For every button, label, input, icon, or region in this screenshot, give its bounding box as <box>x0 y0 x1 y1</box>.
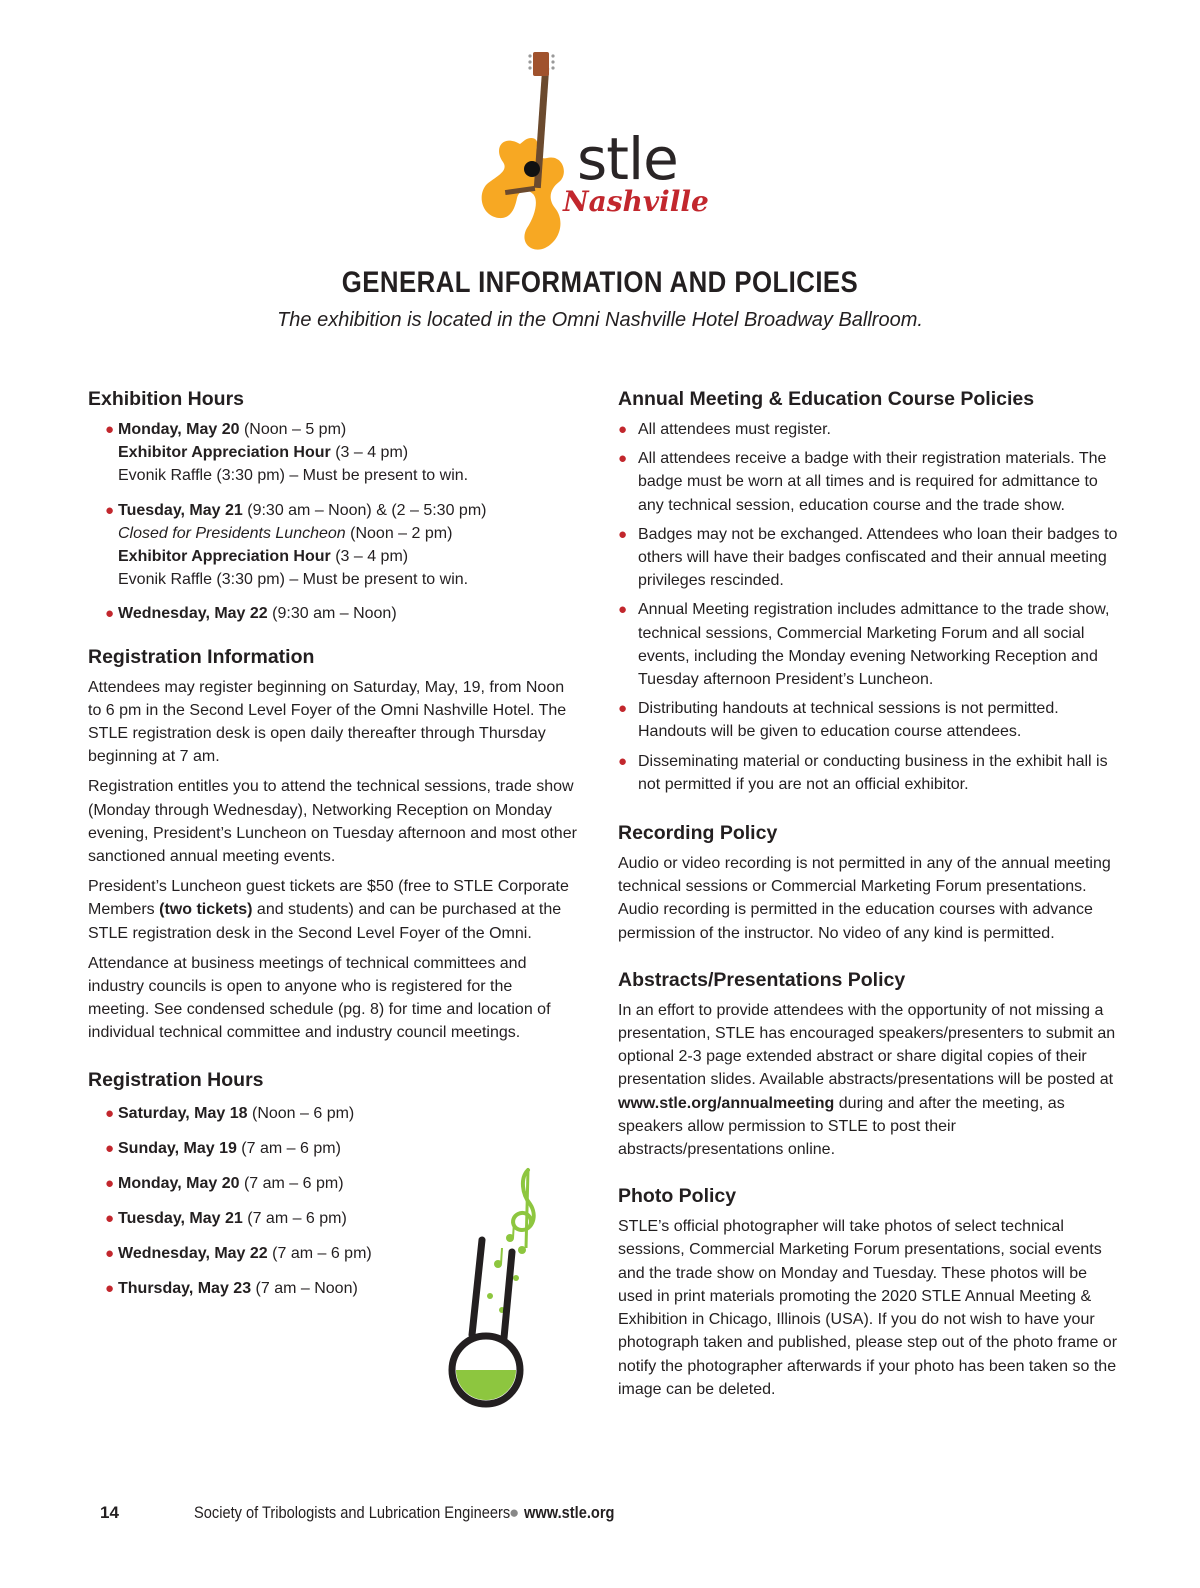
footer-org: Society of Tribologists and Lubrication Engineers <box>194 1503 511 1522</box>
list-item <box>105 418 578 488</box>
bullet-icon: ● <box>618 752 628 770</box>
schedule-line <box>118 522 578 545</box>
list-item <box>618 750 1118 796</box>
list-item <box>105 1102 578 1125</box>
photo-policy-section <box>618 1185 1118 1401</box>
bullet-icon: ● <box>105 421 115 438</box>
bullet-icon: ● <box>618 450 628 468</box>
page-title: GENERAL INFORMATION AND POLICIES <box>341 266 859 299</box>
bullet-icon: ● <box>618 421 628 438</box>
schedule-time: (3 – 4 pm) <box>330 548 409 566</box>
photo-policy-heading: Photo Policy <box>618 1185 737 1208</box>
schedule-time: (9:30 am – Noon) <box>267 605 397 623</box>
schedule-time: (7 am – 6 pm) <box>242 1209 347 1227</box>
exhibition-hours-list <box>88 418 578 626</box>
bullet-icon: ● <box>105 501 115 519</box>
abstracts-policy-heading: Abstracts/Presentations Policy <box>618 968 906 991</box>
registration-info-p2: Registration entitles you to attend the technical sessions, trade show (Monday through Wednesday), Networking Reception on Monday evening, President’s Luncheon on Tuesday afternoon and most other sanctioned annual meeting events. <box>88 778 577 866</box>
list-item <box>618 523 1118 593</box>
recording-policy-section <box>618 822 1118 945</box>
schedule-time: (9:30 am – Noon) & (2 – 5:30 pm) <box>242 501 487 519</box>
schedule-day: Thursday, May 23 <box>118 1279 252 1297</box>
text-run: and students) and can be purchased at the STLE registration desk in the Second Level Foyer of the Omni. <box>88 901 562 942</box>
abstracts-policy-text <box>618 999 1118 1161</box>
bullet-icon: ● <box>105 1244 115 1262</box>
annual-policies-list <box>618 418 1118 796</box>
policy-text: All attendees receive a badge with their registration materials. The badge must be worn at all times and is required for admittance to any technical session, education course and the trade show. <box>638 450 1107 514</box>
recording-policy-text: Audio or video recording is not permitted in any of the annual meeting technical sessions or Commercial Marketing Forum presentations. Audio recording is permitted in the education courses with advance permission of the instructor. No video of any kind is permitted. <box>618 855 1111 942</box>
abstracts-policy-section <box>618 969 1118 1161</box>
schedule-italic: Closed for Presidents Luncheon <box>118 524 346 542</box>
bullet-icon: ● <box>618 700 628 718</box>
logo-word: stle <box>577 125 678 193</box>
registration-info-section <box>88 646 578 1045</box>
schedule-time: (7 am – 6 pm) <box>236 1139 341 1157</box>
footer-separator-icon: ● <box>509 1503 520 1522</box>
text-run: In an effort to provide attendees with the opportunity of not missing a presentation, STLE has encouraged speakers/presenters to submit an optional 2-3 page extended abstract or share digital copies of their presentation slides. Available abstracts/presentations will be posted at <box>618 1001 1116 1089</box>
registration-info-p3 <box>88 875 578 945</box>
footer-url[interactable]: www.stle.org <box>524 1503 615 1522</box>
policy-text: Badges may not be exchanged. Attendees who loan their badges to others will have their badges confiscated and their annual meeting privileges rescinded. <box>638 525 1118 590</box>
schedule-time: (Noon – 2 pm) <box>345 524 453 542</box>
registration-hours-heading: Registration Hours <box>88 1068 264 1091</box>
registration-info-heading: Registration Information <box>88 645 315 668</box>
page-number: 14 <box>100 1503 119 1522</box>
list-item <box>618 447 1118 517</box>
bullet-icon: ● <box>105 1104 115 1122</box>
music-flask-icon <box>442 1160 562 1410</box>
bullet-icon: ● <box>618 601 628 619</box>
bullet-icon: ● <box>105 1209 115 1227</box>
schedule-line <box>118 441 578 464</box>
schedule-day: Wednesday, May 22 <box>118 605 268 623</box>
schedule-day: Monday, May 20 <box>118 1174 240 1192</box>
stle-nashville-logo <box>475 48 735 258</box>
schedule-bold: Exhibitor Appreciation Hour <box>118 444 331 462</box>
text-run: President’s Luncheon guest tickets are $50 (free to STLE Corporate Members <box>88 878 569 919</box>
list-item <box>105 499 578 592</box>
registration-info-p1: Attendees may register beginning on Saturday, May, 19, from Noon to 6 pm in the Second Level Foyer of the Omni Nashville Hotel. The STLE registration desk is open daily thereafter through Thursday beginning at 7 am. <box>88 678 567 766</box>
bullet-icon: ● <box>105 605 115 623</box>
bullet-icon: ● <box>105 1279 115 1297</box>
bullet-icon: ● <box>105 1174 115 1192</box>
policy-text: All attendees must register. <box>638 421 831 438</box>
list-item <box>105 602 578 625</box>
photo-policy-text: STLE’s official photographer will take photos of select technical sessions, Commercial Marketing Forum presentations, social events and the trade show on Monday and Tuesday. These photos will be used in print materials promoting the 2020 STLE Annual Meeting & Exhibition in Chicago, Illinois (USA). If you do not wish to have your photograph taken and published, please step out of the photo frame or notify the photographer afterwards if your photo has been taken so the image can be deleted. <box>618 1218 1118 1398</box>
schedule-time: (7 am – 6 pm) <box>267 1244 372 1262</box>
schedule-time: (Noon – 6 pm) <box>247 1104 355 1122</box>
annual-policies-heading: Annual Meeting & Education Course Policies <box>618 388 1035 410</box>
two-tickets-bold: (two tickets) <box>159 901 253 919</box>
schedule-bold: Exhibitor Appreciation Hour <box>118 548 331 566</box>
policy-text: Disseminating material or conducting business in the exhibit hall is not permitted if you are not an official exhibitor. <box>638 752 1108 793</box>
schedule-line: Evonik Raffle (3:30 pm) – Must be present to win. <box>118 467 469 485</box>
schedule-line <box>118 545 578 568</box>
policy-text: Annual Meeting registration includes admittance to the trade show, technical sessions, Commercial Marketing Forum and all social events, including the Monday evening Networking Reception and Tuesday afternoon President’s Luncheon. <box>638 601 1110 689</box>
text-run: during and after the meeting, as speakers allow permission to STLE to post their abstracts/presentations online. <box>618 1094 1065 1159</box>
list-item <box>618 418 1118 441</box>
schedule-day: Tuesday, May 21 <box>118 501 243 519</box>
schedule-time: (Noon – 5 pm) <box>239 421 347 438</box>
schedule-time: (3 – 4 pm) <box>330 444 409 462</box>
schedule-line: Evonik Raffle (3:30 pm) – Must be present to win. <box>118 571 469 589</box>
guitar-icon <box>475 48 585 258</box>
list-item <box>618 598 1118 691</box>
schedule-day: Wednesday, May 22 <box>118 1244 268 1262</box>
schedule-day: Saturday, May 18 <box>118 1104 248 1122</box>
exhibition-hours-heading: Exhibition Hours <box>88 388 244 410</box>
schedule-day: Tuesday, May 21 <box>118 1209 243 1227</box>
list-item <box>618 697 1118 743</box>
bullet-icon: ● <box>618 525 628 543</box>
page-subtitle: The exhibition is located in the Omni Nashville Hotel Broadway Ballroom. <box>277 309 923 331</box>
list-item <box>105 1137 578 1160</box>
right-column <box>618 388 1118 1408</box>
schedule-time: (7 am – 6 pm) <box>239 1174 344 1192</box>
bullet-icon: ● <box>105 1139 115 1157</box>
schedule-day: Sunday, May 19 <box>118 1139 237 1157</box>
schedule-time: (7 am – Noon) <box>251 1279 358 1297</box>
annual-meeting-link[interactable]: www.stle.org/annualmeeting <box>618 1094 835 1112</box>
registration-info-p4: Attendance at business meetings of technical committees and industry councils is open to anyone who is registered for the meeting. See condensed schedule (pg. 8) for time and location of individual technical committee and industry council meetings. <box>88 954 551 1042</box>
schedule-day: Monday, May 20 <box>118 421 240 438</box>
logo-city: Nashville <box>563 185 709 218</box>
recording-policy-heading: Recording Policy <box>618 822 778 845</box>
policy-text: Distributing handouts at technical sessions is not permitted. Handouts will be given to education course attendees. <box>638 700 1059 741</box>
